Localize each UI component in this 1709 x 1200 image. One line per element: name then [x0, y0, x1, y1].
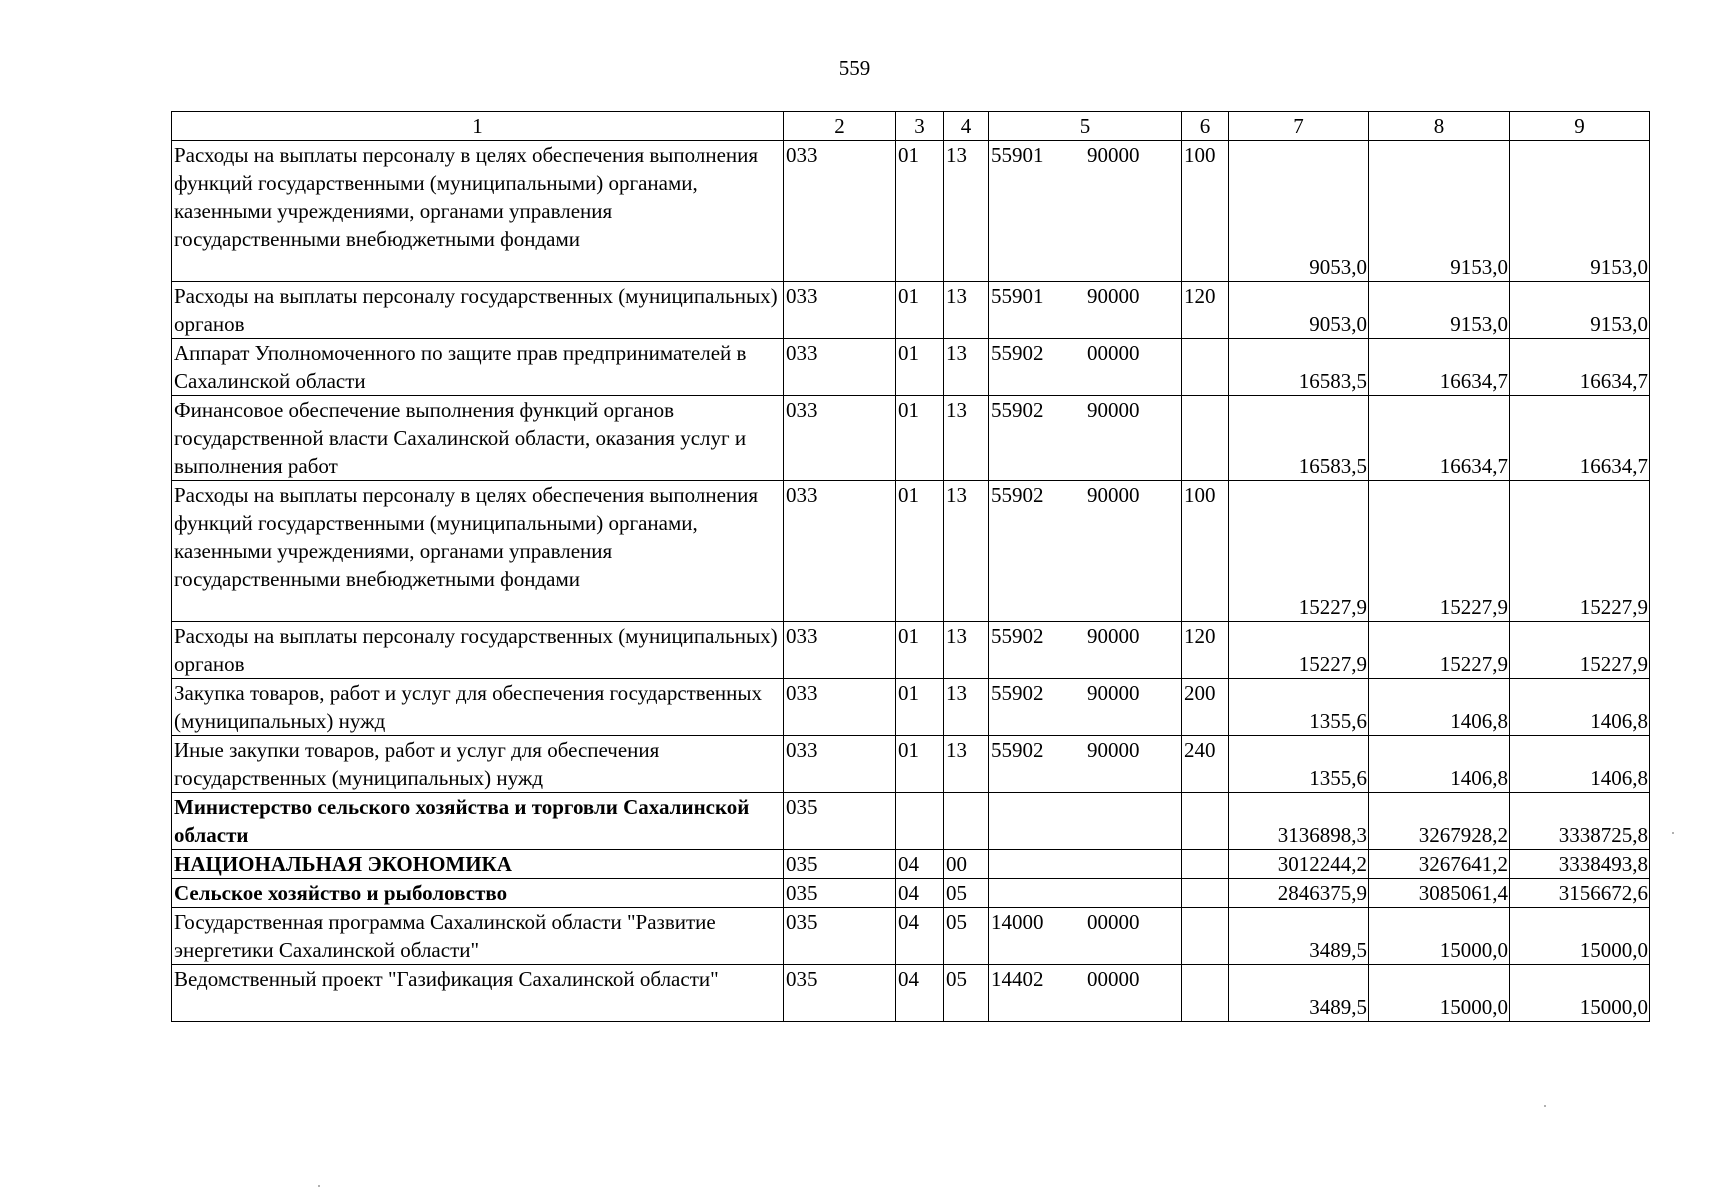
amount-col-7: 2846375,9: [1229, 879, 1369, 908]
row-name: Иные закупки товаров, работ и услуг для обеспечения государственных (муниципальных) нужд: [172, 736, 784, 793]
amount-col-9: 1406,8: [1510, 736, 1650, 793]
subsection-code: 13: [944, 141, 989, 282]
target-article-part-2: 90000: [1087, 398, 1140, 422]
section-code: 04: [896, 879, 944, 908]
column-header: 6: [1182, 112, 1229, 141]
target-article-code: [989, 850, 1182, 879]
section-code: 01: [896, 396, 944, 481]
section-code: 04: [896, 908, 944, 965]
scan-speck: [1672, 832, 1674, 834]
ministry-code: 033: [784, 282, 896, 339]
ministry-code: 033: [784, 481, 896, 622]
amount-col-8: 15000,0: [1369, 965, 1510, 1022]
amount-col-8: 3085061,4: [1369, 879, 1510, 908]
scan-speck: [1544, 1105, 1546, 1107]
section-code: 01: [896, 481, 944, 622]
expense-type-code: 100: [1182, 481, 1229, 622]
expense-type-code: [1182, 339, 1229, 396]
page-number: 559: [838, 56, 871, 80]
amount-col-8: 3267928,2: [1369, 793, 1510, 850]
section-code: 01: [896, 679, 944, 736]
column-header: 8: [1369, 112, 1510, 141]
amount-col-9: 16634,7: [1510, 396, 1650, 481]
ministry-code: 033: [784, 736, 896, 793]
amount-col-7: 16583,5: [1229, 396, 1369, 481]
target-article-part-1: 55901: [991, 143, 1044, 167]
amount-col-8: 15227,9: [1369, 481, 1510, 622]
section-code: [896, 793, 944, 850]
amount-col-7: 1355,6: [1229, 736, 1369, 793]
target-article-code: [989, 793, 1182, 850]
target-article-part-2: 90000: [1087, 624, 1140, 648]
amount-col-8: 1406,8: [1369, 736, 1510, 793]
section-code: 01: [896, 622, 944, 679]
amount-col-9: 9153,0: [1510, 282, 1650, 339]
section-code: 04: [896, 850, 944, 879]
subsection-code: 13: [944, 396, 989, 481]
expense-type-code: [1182, 965, 1229, 1022]
ministry-code: 033: [784, 622, 896, 679]
table-row: [172, 793, 1650, 850]
section-code: 04: [896, 965, 944, 1022]
table-row: [172, 481, 1650, 622]
amount-col-8: 9153,0: [1369, 141, 1510, 282]
target-article-part-1: 55902: [991, 341, 1044, 365]
amount-col-7: 1355,6: [1229, 679, 1369, 736]
subsection-code: [944, 793, 989, 850]
amount-col-7: 3489,5: [1229, 908, 1369, 965]
table-row: [172, 679, 1650, 736]
column-header: 2: [784, 112, 896, 141]
amount-col-7: 3489,5: [1229, 965, 1369, 1022]
column-header: 4: [944, 112, 989, 141]
amount-col-9: 3338493,8: [1510, 850, 1650, 879]
section-code: 01: [896, 141, 944, 282]
target-article-code: [989, 141, 1182, 282]
target-article-part-2: 00000: [1087, 910, 1140, 934]
expense-type-code: 120: [1182, 622, 1229, 679]
table-row: [172, 282, 1650, 339]
amount-col-9: 3156672,6: [1510, 879, 1650, 908]
target-article-code: [989, 679, 1182, 736]
amount-col-7: 15227,9: [1229, 481, 1369, 622]
table-row: [172, 736, 1650, 793]
amount-col-7: 15227,9: [1229, 622, 1369, 679]
subsection-code: 05: [944, 908, 989, 965]
expense-type-code: [1182, 396, 1229, 481]
target-article-part-1: 55902: [991, 624, 1044, 648]
subsection-code: 13: [944, 282, 989, 339]
ministry-code: 033: [784, 141, 896, 282]
target-article-part-1: 55902: [991, 681, 1044, 705]
table-row: [172, 141, 1650, 282]
amount-col-9: 9153,0: [1510, 141, 1650, 282]
target-article-code: [989, 339, 1182, 396]
budget-table: [171, 111, 1650, 1022]
ministry-code: 035: [784, 879, 896, 908]
row-name: Расходы на выплаты персоналу государственных (муниципальных) органов: [172, 622, 784, 679]
target-article-part-1: 55902: [991, 738, 1044, 762]
table-row: [172, 622, 1650, 679]
amount-col-7: 3136898,3: [1229, 793, 1369, 850]
subsection-code: 00: [944, 850, 989, 879]
amount-col-9: 3338725,8: [1510, 793, 1650, 850]
target-article-part-2: 00000: [1087, 967, 1140, 991]
amount-col-9: 1406,8: [1510, 679, 1650, 736]
amount-col-8: 3267641,2: [1369, 850, 1510, 879]
target-article-code: [989, 908, 1182, 965]
table-row: [172, 396, 1650, 481]
expense-type-code: 200: [1182, 679, 1229, 736]
subsection-code: 13: [944, 679, 989, 736]
target-article-code: [989, 396, 1182, 481]
row-name: Расходы на выплаты персоналу в целях обеспечения выполнения функций государственными (муниципальными) органами, казенными учреждениями, органами управления государственными внебюджетными фондами: [172, 141, 784, 282]
column-header: 3: [896, 112, 944, 141]
column-header: 1: [172, 112, 784, 141]
row-name: Финансовое обеспечение выполнения функций органов государственной власти Сахалинской области, оказания услуг и выполнения работ: [172, 396, 784, 481]
subsection-code: 05: [944, 879, 989, 908]
row-name: Сельское хозяйство и рыболовство: [172, 879, 784, 908]
amount-col-9: 16634,7: [1510, 339, 1650, 396]
target-article-part-1: 14402: [991, 967, 1044, 991]
table-row: [172, 908, 1650, 965]
expense-type-code: [1182, 850, 1229, 879]
ministry-code: 033: [784, 339, 896, 396]
subsection-code: 13: [944, 339, 989, 396]
target-article-part-2: 90000: [1087, 284, 1140, 308]
row-name: Министерство сельского хозяйства и торговли Сахалинской области: [172, 793, 784, 850]
amount-col-9: 15227,9: [1510, 622, 1650, 679]
column-header: 7: [1229, 112, 1369, 141]
table-row: [172, 965, 1650, 1022]
amount-col-9: 15227,9: [1510, 481, 1650, 622]
row-name: Государственная программа Сахалинской области "Развитие энергетики Сахалинской области": [172, 908, 784, 965]
row-name: Ведомственный проект "Газификация Сахалинской области": [172, 965, 784, 1022]
amount-col-7: 9053,0: [1229, 141, 1369, 282]
ministry-code: 033: [784, 396, 896, 481]
target-article-part-1: 14000: [991, 910, 1044, 934]
amount-col-9: 15000,0: [1510, 908, 1650, 965]
target-article-code: [989, 736, 1182, 793]
header-row: [172, 112, 1650, 141]
expense-type-code: 120: [1182, 282, 1229, 339]
target-article-part-2: 90000: [1087, 143, 1140, 167]
ministry-code: 035: [784, 908, 896, 965]
target-article-part-2: 90000: [1087, 738, 1140, 762]
expense-type-code: [1182, 908, 1229, 965]
amount-col-8: 15227,9: [1369, 622, 1510, 679]
target-article-part-2: 90000: [1087, 483, 1140, 507]
amount-col-8: 9153,0: [1369, 282, 1510, 339]
row-name: НАЦИОНАЛЬНАЯ ЭКОНОМИКА: [172, 850, 784, 879]
amount-col-8: 16634,7: [1369, 339, 1510, 396]
target-article-part-2: 00000: [1087, 341, 1140, 365]
target-article-code: [989, 481, 1182, 622]
subsection-code: 13: [944, 622, 989, 679]
amount-col-7: 9053,0: [1229, 282, 1369, 339]
target-article-code: [989, 622, 1182, 679]
target-article-part-1: 55902: [991, 483, 1044, 507]
ministry-code: 035: [784, 965, 896, 1022]
ministry-code: 035: [784, 793, 896, 850]
amount-col-8: 16634,7: [1369, 396, 1510, 481]
row-name: Закупка товаров, работ и услуг для обеспечения государственных (муниципальных) нужд: [172, 679, 784, 736]
expense-type-code: 240: [1182, 736, 1229, 793]
ministry-code: 035: [784, 850, 896, 879]
expense-type-code: [1182, 879, 1229, 908]
target-article-part-1: 55902: [991, 398, 1044, 422]
target-article-code: [989, 965, 1182, 1022]
section-code: 01: [896, 736, 944, 793]
amount-col-7: 16583,5: [1229, 339, 1369, 396]
table-row: [172, 879, 1650, 908]
section-code: 01: [896, 282, 944, 339]
column-header: 9: [1510, 112, 1650, 141]
scan-speck: [318, 1185, 320, 1187]
target-article-part-2: 90000: [1087, 681, 1140, 705]
target-article-part-1: 55901: [991, 284, 1044, 308]
amount-col-8: 15000,0: [1369, 908, 1510, 965]
subsection-code: 13: [944, 481, 989, 622]
amount-col-9: 15000,0: [1510, 965, 1650, 1022]
ministry-code: 033: [784, 679, 896, 736]
expense-type-code: [1182, 793, 1229, 850]
subsection-code: 05: [944, 965, 989, 1022]
row-name: Расходы на выплаты персоналу государственных (муниципальных) органов: [172, 282, 784, 339]
row-name: Расходы на выплаты персоналу в целях обеспечения выполнения функций государственными (муниципальными) органами, казенными учреждениями, органами управления государственными внебюджетными фондами: [172, 481, 784, 622]
table-row: [172, 850, 1650, 879]
row-name: Аппарат Уполномоченного по защите прав предпринимателей в Сахалинской области: [172, 339, 784, 396]
subsection-code: 13: [944, 736, 989, 793]
amount-col-7: 3012244,2: [1229, 850, 1369, 879]
section-code: 01: [896, 339, 944, 396]
target-article-code: [989, 282, 1182, 339]
expense-type-code: 100: [1182, 141, 1229, 282]
target-article-code: [989, 879, 1182, 908]
column-header: 5: [989, 112, 1182, 141]
amount-col-8: 1406,8: [1369, 679, 1510, 736]
table-row: [172, 339, 1650, 396]
